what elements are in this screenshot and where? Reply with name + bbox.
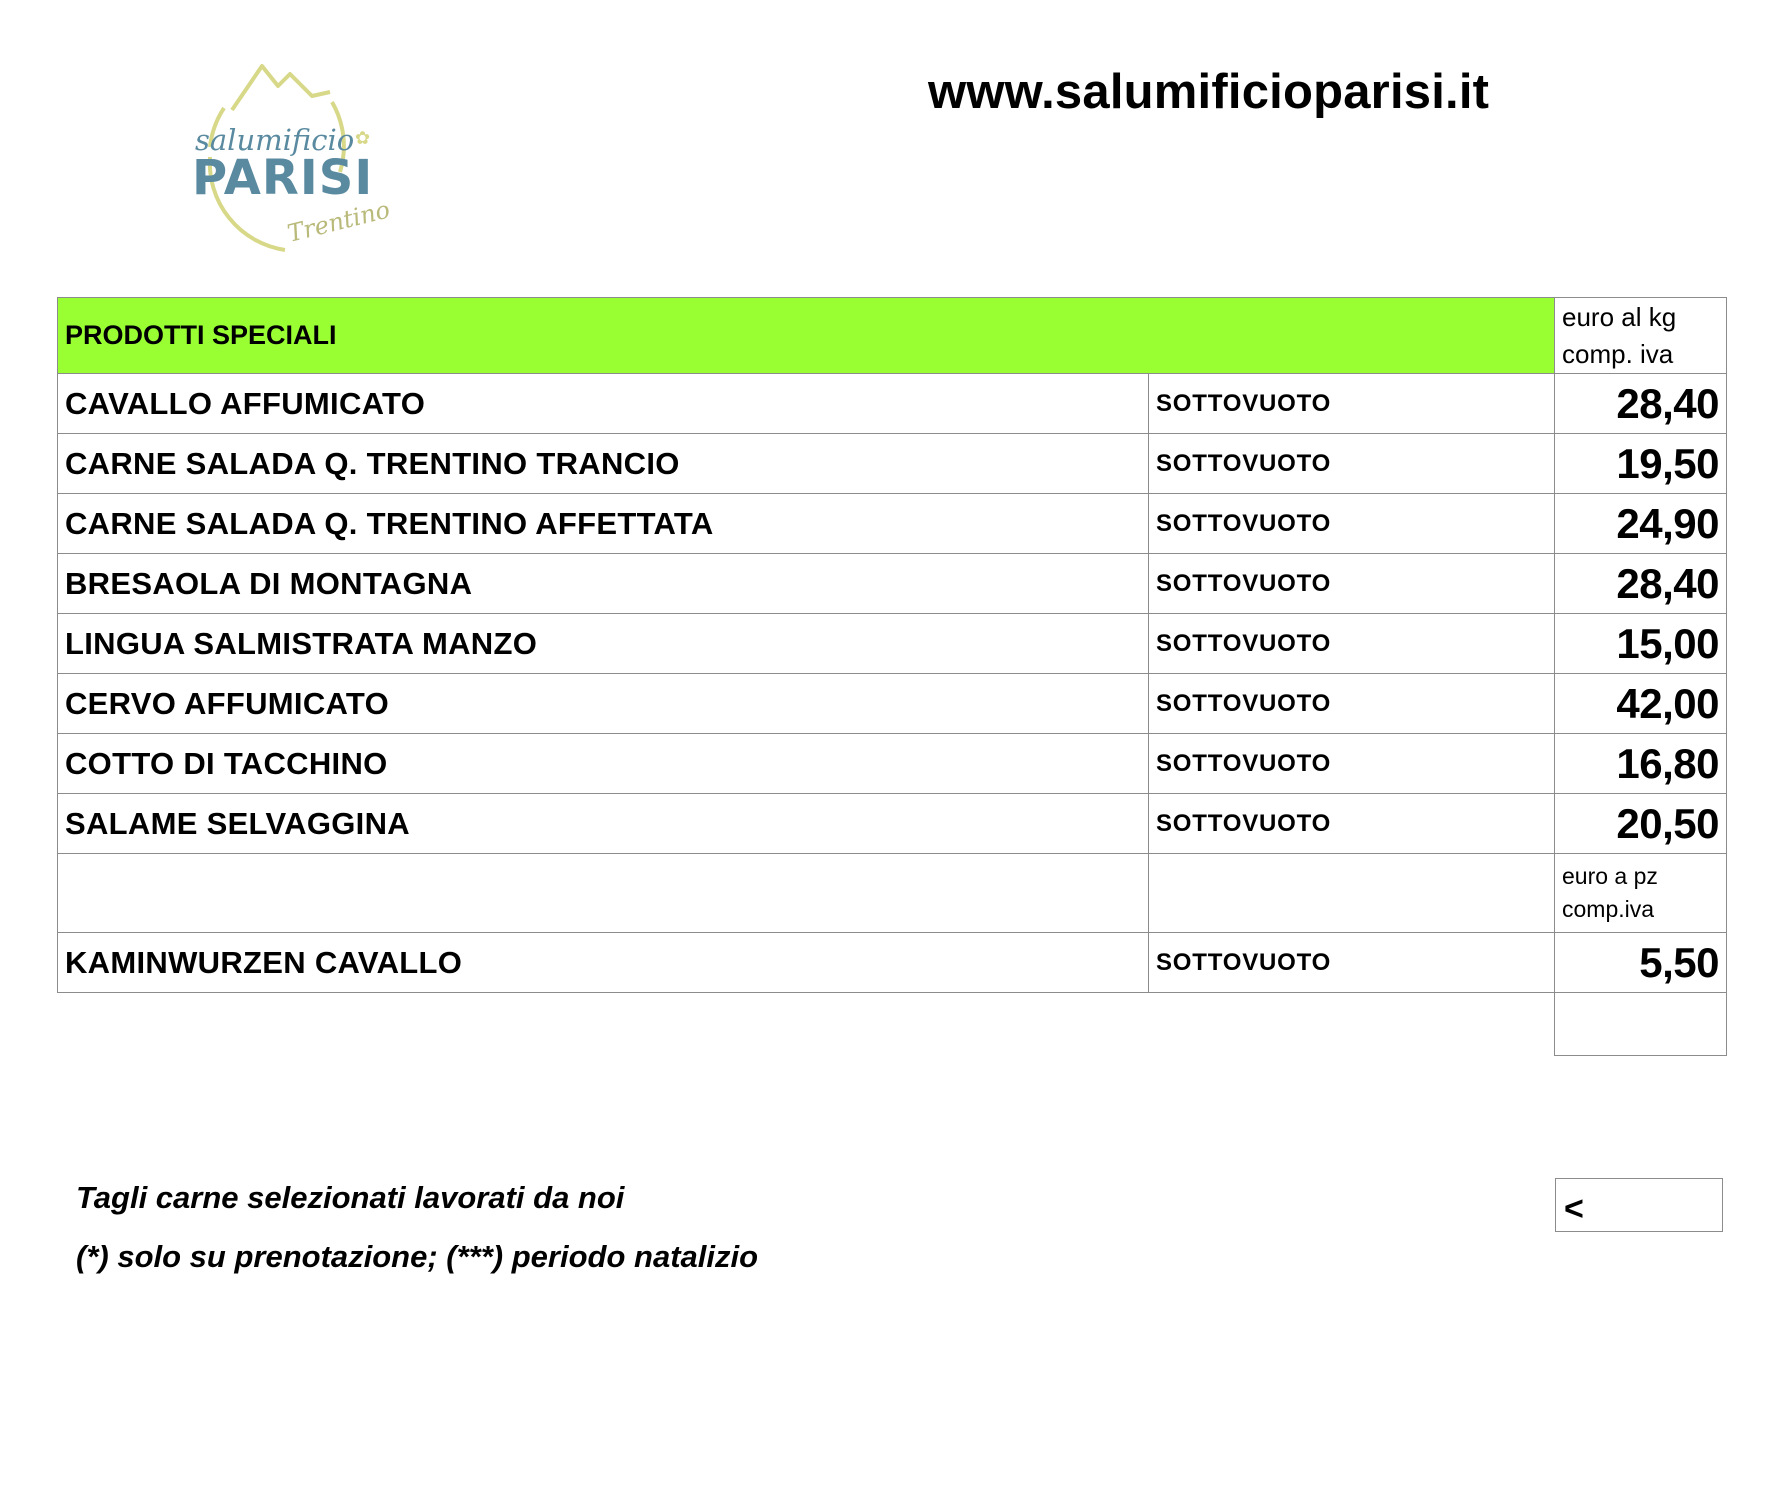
unit-label-kg: euro al kg comp. iva [1555, 298, 1727, 374]
brand-logo [190, 52, 390, 267]
table-row [58, 933, 1727, 993]
unit-label-pz: euro a pz comp.iva [1555, 854, 1727, 933]
svg-text:PARISI: PARISI [192, 150, 374, 206]
brand-logo-graphic [190, 52, 390, 267]
product-price: 28,40 [1555, 374, 1727, 434]
product-packaging: SOTTOVUOTO [1149, 794, 1555, 854]
product-price: 24,90 [1555, 494, 1727, 554]
product-packaging: SOTTOVUOTO [1149, 933, 1555, 993]
footnote-line-1: Tagli carne selezionati lavorati da noi [76, 1180, 625, 1215]
product-price: 16,80 [1555, 734, 1727, 794]
trailing-row [58, 993, 1727, 1056]
unit-label-row [58, 854, 1727, 933]
product-packaging: SOTTOVUOTO [1149, 614, 1555, 674]
product-packaging: SOTTOVUOTO [1149, 554, 1555, 614]
empty-cell [58, 993, 1149, 1056]
website-url[interactable]: www.salumificioparisi.it [928, 65, 1490, 119]
product-name: CERVO AFFUMICATO [58, 674, 1149, 734]
table-row [58, 614, 1727, 674]
product-name: CAVALLO AFFUMICATO [58, 374, 1149, 434]
svg-text:salumificio: salumificio [195, 123, 355, 157]
table-row [58, 374, 1727, 434]
product-price: 28,40 [1555, 554, 1727, 614]
table-row [58, 554, 1727, 614]
empty-price-cell [1555, 993, 1727, 1056]
svg-text:Trentino: Trentino [284, 195, 390, 248]
product-packaging: SOTTOVUOTO [1149, 374, 1555, 434]
product-price: 42,00 [1555, 674, 1727, 734]
product-packaging: SOTTOVUOTO [1149, 494, 1555, 554]
table-row [58, 734, 1727, 794]
footnote-line-2: (*) solo su prenotazione; (***) periodo natalizio [76, 1239, 759, 1274]
empty-cell [1149, 854, 1555, 933]
product-packaging: SOTTOVUOTO [1149, 674, 1555, 734]
table-header-row [58, 298, 1727, 374]
product-packaging: SOTTOVUOTO [1149, 434, 1555, 494]
product-price: 20,50 [1555, 794, 1727, 854]
product-name: SALAME SELVAGGINA [58, 794, 1149, 854]
butterfly-icon: ✿ [355, 128, 371, 149]
back-link-button[interactable]: < [1555, 1178, 1723, 1232]
product-name: KAMINWURZEN CAVALLO [58, 933, 1149, 993]
product-name: LINGUA SALMISTRATA MANZO [58, 614, 1149, 674]
section-title: PRODOTTI SPECIALI [58, 298, 1555, 374]
mountain-icon [232, 66, 330, 110]
empty-cell [1149, 993, 1555, 1056]
product-name: CARNE SALADA Q. TRENTINO AFFETTATA [58, 494, 1149, 554]
empty-cell [58, 854, 1149, 933]
product-name: BRESAOLA DI MONTAGNA [58, 554, 1149, 614]
table-row [58, 434, 1727, 494]
product-price: 15,00 [1555, 614, 1727, 674]
product-price: 19,50 [1555, 434, 1727, 494]
product-packaging: SOTTOVUOTO [1149, 734, 1555, 794]
table-row [58, 674, 1727, 734]
price-table [57, 297, 1727, 1056]
product-name: COTTO DI TACCHINO [58, 734, 1149, 794]
table-row [58, 494, 1727, 554]
product-name: CARNE SALADA Q. TRENTINO TRANCIO [58, 434, 1149, 494]
table-row [58, 794, 1727, 854]
product-price: 5,50 [1555, 933, 1727, 993]
